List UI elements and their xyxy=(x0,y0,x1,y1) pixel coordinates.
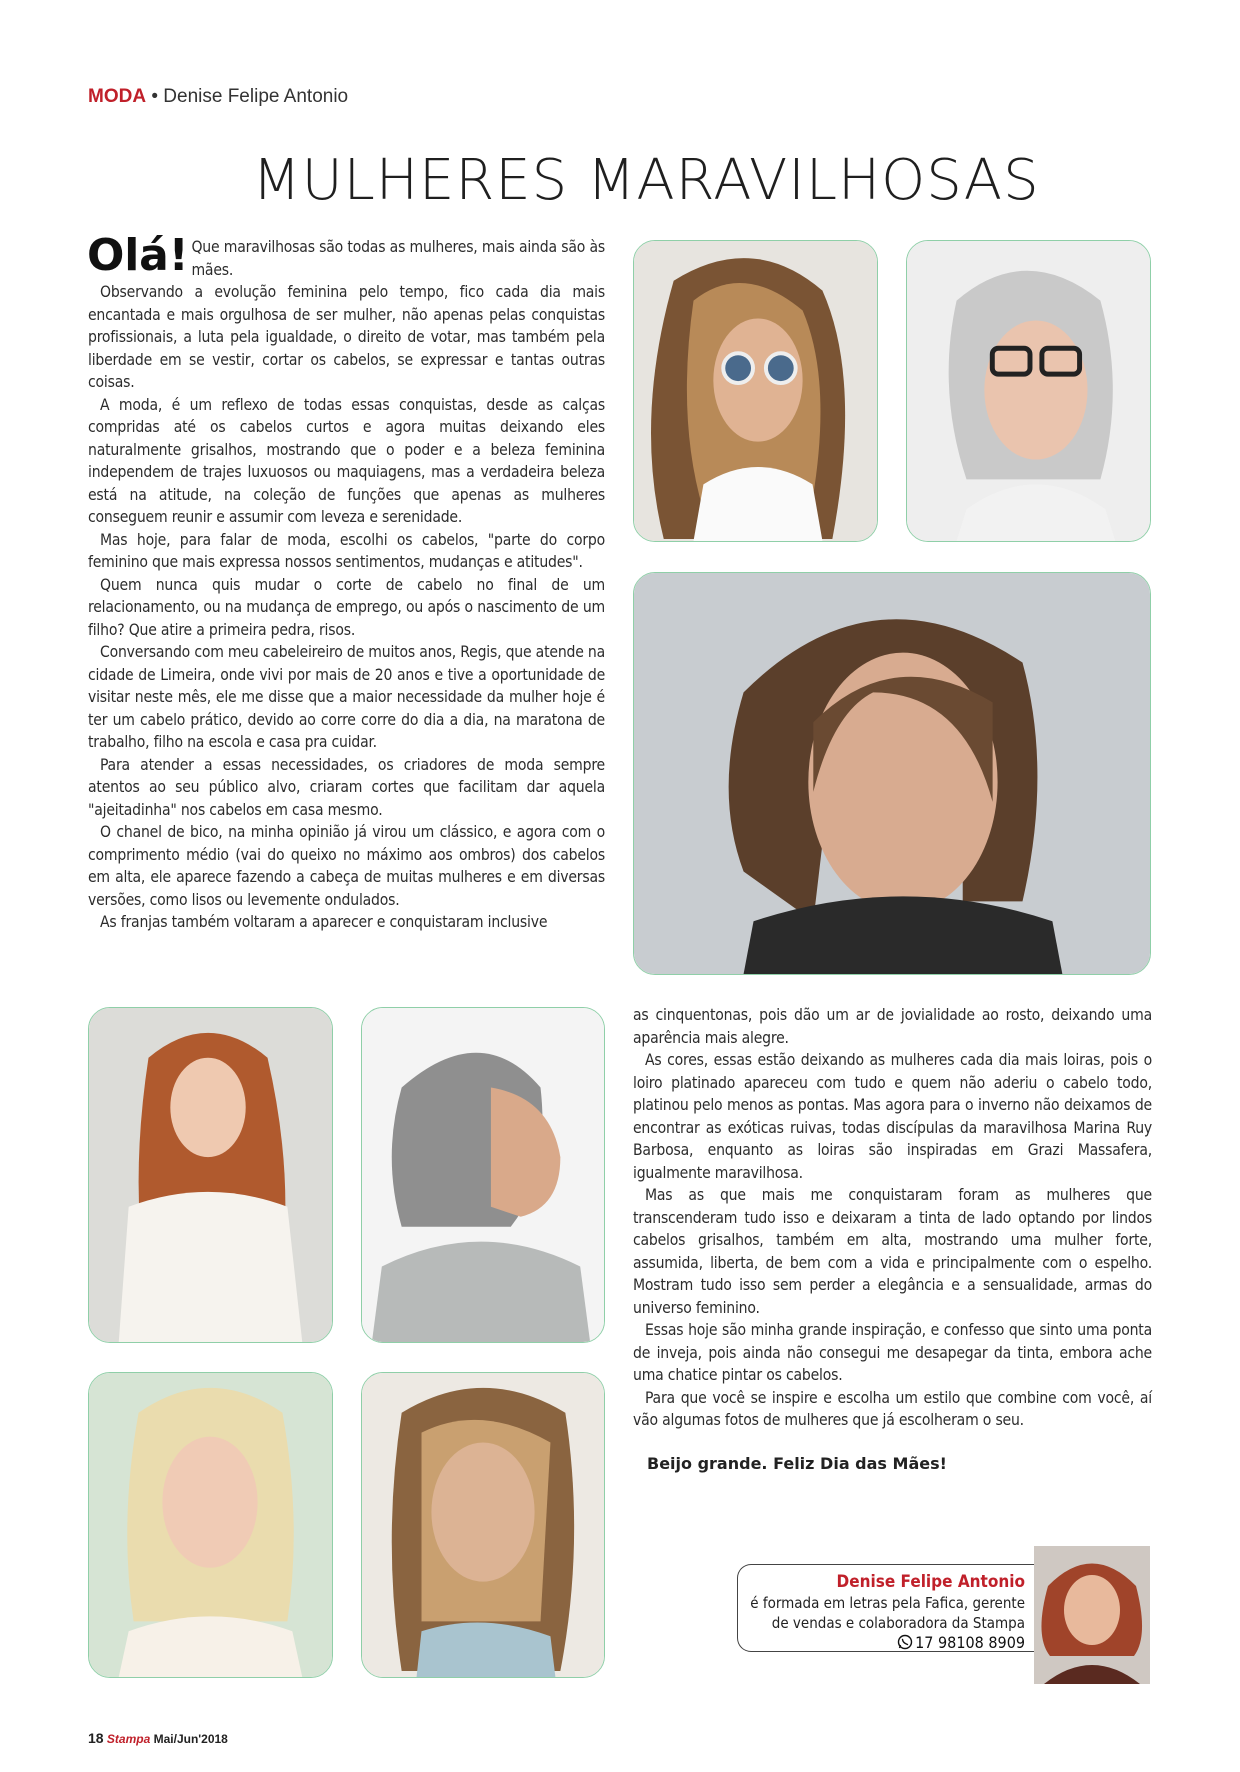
paragraph: Essas hoje são minha grande inspiração, e confesso que sinto uma ponta de inveja, pois ainda não consegui me desapegar da tinta, embora ache uma chatice pintar os cabelos. xyxy=(633,1321,1152,1384)
page-footer xyxy=(88,1730,228,1746)
photo-glasses-gray-hair xyxy=(906,240,1151,542)
paragraph: As franjas também voltaram a aparecer e conquistaram inclusive xyxy=(100,913,548,931)
paragraph: Para atender a essas necessidades, os criadores de moda sempre atentos ao seu público alvo, criaram cortes que facilitam dar aquela "ajeitadinha" nos cabelos em casa mesmo. xyxy=(88,755,605,819)
paragraph-continuation: as cinquentonas, pois dão um ar de jovialidade ao rosto, deixando uma aparência mais alegre. xyxy=(633,1006,1152,1047)
photo-sunglasses-woman xyxy=(633,240,878,542)
intro-text: Que maravilhosas são todas as mulheres, mais ainda são às mães. xyxy=(191,238,605,279)
issue-date: Mai/Jun'2018 xyxy=(153,1732,228,1746)
author-description-line-1: é formada em letras pela Fafica, gerente xyxy=(750,1594,1025,1612)
photo-blonde-lob xyxy=(88,1372,333,1678)
article-column-right xyxy=(633,1004,1152,1432)
separator: • xyxy=(151,86,158,107)
header-author: Denise Felipe Antonio xyxy=(163,86,349,107)
magazine-brand: Stampa xyxy=(106,1732,151,1746)
paragraph: A moda, é um reflexo de todas essas conquistas, desde as calças compridas até os cabelos curtos e agora muitas deixando eles naturalmente grisalhos, mostrando que o poder e a beleza feminina independem de trajes luxuosos ou maquiagens, mas a verdadeira beleza está na atitude, na coleção de funções que apenas as mulheres conseguem reunir e assumir com leveza e serenidade. xyxy=(88,395,605,526)
article-column-left xyxy=(87,230,605,934)
photo-gray-hair-profile xyxy=(361,1007,605,1343)
paragraph: O chanel de bico, na minha opinião já virou um clássico, e agora com o comprimento médio (vai do queixo no máximo aos ombros) dos cabelos em alta, ele aparece fazendo a cabeça de muitas mulheres e em diversas versões, como lisos ou levemente ondulados. xyxy=(88,823,605,909)
section-header xyxy=(88,86,348,108)
paragraph: Mas as que mais me conquistaram foram as mulheres que transcenderam tudo isso e deixaram a tinta de lado optando por lindos cabelos grisalhos, também em alta, mostrando uma mulher forte, assumida, liberta, de bem com a vida e principalmente com o espelho. Mostram tudo isso sem perder a elegância e a sensualidade, armas do universo feminino. xyxy=(633,1186,1152,1317)
whatsapp-icon xyxy=(897,1634,913,1650)
paragraph: As cores, essas estão deixando as mulheres cada dia mais loiras, pois o loiro platinado apareceu com tudo e quem não aderiu o cabelo todo, platinou pelo menos as pontas. Mas agora para o inverno não deixamos de encontrar as exóticas ruivas, todas discípulas da maravilhosa Marina Ruy Barbosa, enquanto as loiras são inspiradas em Grazi Massafera, igualmente maravilhosa. xyxy=(633,1051,1152,1182)
author-phone xyxy=(746,1633,1025,1653)
paragraph: Conversando com meu cabeleireiro de muitos anos, Regis, que atende na cidade de Limeira, onde vivi por mais de 20 anos e tive a oportunidade de visitar neste mês, ele me disse que a maior necessidade da mulher hoje é ter um cabelo prático, devido ao corre corre do dia a dia, na maratona de trabalho, filho na escola e casa pra cuidar. xyxy=(88,643,605,751)
photo-bob-cut-woman xyxy=(633,572,1151,975)
greeting: Olá! xyxy=(87,230,189,281)
author-description-line-2: de vendas e colaboradora da Stampa xyxy=(771,1614,1025,1632)
closing-line: Beijo grande. Feliz Dia das Mães! xyxy=(647,1454,947,1473)
paragraph: Observando a evolução feminina pelo tempo, fico cada dia mais encantada e mais orgulhosa de ser mulher, não apenas pelas conquistas profissionais, a luta pela igualdade, o direito de votar, mas também pela liberdade em se vestir, cortar os cabelos, se expressar e tantas outras coisas. xyxy=(88,283,605,391)
author-bio-box xyxy=(737,1564,1037,1652)
paragraph: Quem nunca quis mudar o corte de cabelo no final de um relacionamento, ou na mudança de emprego, ou após o nascimento de um filho? Que atire a primeira pedra, risos. xyxy=(88,575,605,639)
photo-redhead-woman xyxy=(88,1007,333,1343)
author-avatar xyxy=(1034,1546,1150,1684)
paragraph: Para que você se inspire e escolha um estilo que combine com você, aí vão algumas fotos de mulheres que já escolheram o seu. xyxy=(633,1388,1152,1429)
article-title: MULHERES MARAVILHOSAS xyxy=(252,148,1040,213)
page-number: 18 xyxy=(88,1730,104,1746)
paragraph: Mas hoje, para falar de moda, escolhi os cabelos, "parte do corpo feminino que mais expressa nossos sentimentos, mudanças e atitudes". xyxy=(88,530,605,571)
intro-paragraph xyxy=(87,230,605,281)
photo-highlights-woman xyxy=(361,1372,605,1678)
phone-number: 17 98108 8909 xyxy=(915,1633,1025,1652)
section-label: MODA xyxy=(88,86,147,107)
author-name: Denise Felipe Antonio xyxy=(836,1572,1025,1592)
